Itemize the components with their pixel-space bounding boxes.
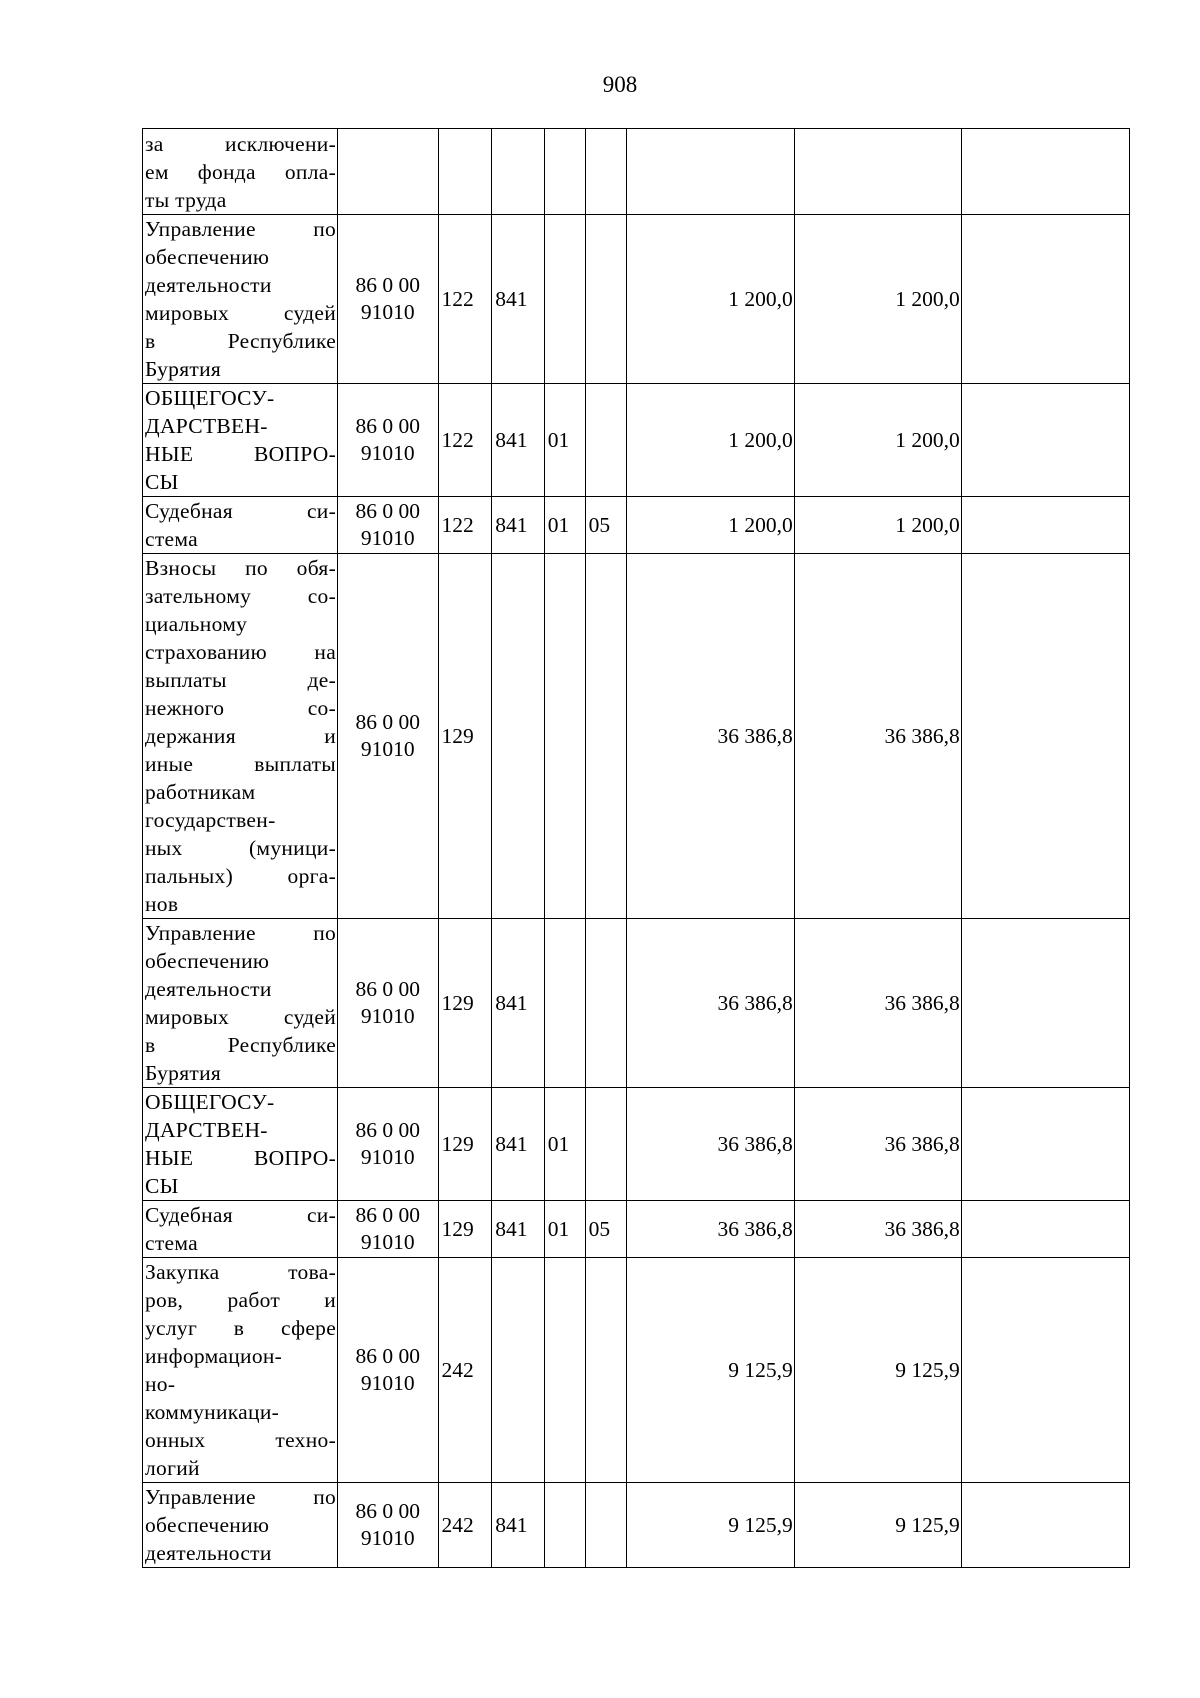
target-article-line: 91010 <box>360 441 415 465</box>
target-article-line: 86 0 00 <box>355 977 421 1001</box>
target-article-line: 91010 <box>360 1004 415 1028</box>
name-line: мировых судей <box>145 1005 337 1029</box>
table-row <box>143 215 1130 384</box>
name-line: ДАРСТВЕН- <box>145 414 268 438</box>
name-line: деятельности <box>145 1541 272 1565</box>
target-article-line: 86 0 00 <box>355 499 421 523</box>
target-article-line: 86 0 00 <box>355 1118 421 1142</box>
name-line: государствен- <box>145 808 276 832</box>
table-body <box>143 129 1130 1568</box>
target-article-line: 86 0 00 <box>355 1344 421 1368</box>
name-line: в Республике <box>145 1033 337 1057</box>
cell-amount-2: 36 386,8 <box>794 1088 961 1201</box>
cell-amount-1: 36 386,8 <box>626 1088 794 1201</box>
target-article-line: 86 0 00 <box>355 414 421 438</box>
cell-expense-type: 122 <box>438 384 492 497</box>
name-line: циальному <box>145 612 248 636</box>
name-line: держания и <box>145 724 337 748</box>
cell-amount-1: 36 386,8 <box>626 919 794 1088</box>
cell-amount-1: 9 125,9 <box>626 1483 794 1568</box>
cell-expense-type: 129 <box>438 1088 492 1201</box>
cell-amount-2: 1 200,0 <box>794 497 961 554</box>
cell-grbs: 841 <box>492 215 545 384</box>
target-article-line: 91010 <box>360 1230 415 1254</box>
name-line: стема <box>145 1231 198 1255</box>
cell-name <box>143 919 338 1088</box>
cell-subsection: 05 <box>585 1201 626 1258</box>
name-line: онных техно- <box>145 1428 337 1452</box>
name-line: ных (муници- <box>145 836 337 860</box>
cell-amount-1: 36 386,8 <box>626 1201 794 1258</box>
cell-name <box>143 215 338 384</box>
name-line: НЫЕ ВОПРО- <box>145 1146 337 1170</box>
cell-amount-2 <box>794 129 961 215</box>
cell-expense-type: 129 <box>438 919 492 1088</box>
cell-section <box>544 1483 585 1568</box>
cell-section: 01 <box>544 497 585 554</box>
cell-amount-3 <box>961 384 1129 497</box>
name-line: Управление по <box>145 921 337 945</box>
cell-amount-2: 36 386,8 <box>794 554 961 919</box>
cell-grbs: 841 <box>492 1201 545 1258</box>
name-line: ров, работ и <box>145 1288 337 1312</box>
target-article-line: 86 0 00 <box>355 1499 421 1523</box>
cell-section: 01 <box>544 384 585 497</box>
target-article-line: 91010 <box>360 1145 415 1169</box>
cell-subsection <box>585 129 626 215</box>
cell-section <box>544 1258 585 1483</box>
cell-expense-type: 242 <box>438 1483 492 1568</box>
cell-amount-3 <box>961 129 1129 215</box>
target-article-line: 91010 <box>360 1526 415 1550</box>
cell-grbs: 841 <box>492 497 545 554</box>
name-line: обеспечению <box>145 1513 270 1537</box>
table-row <box>143 919 1130 1088</box>
table-row <box>143 1258 1130 1483</box>
name-line: услуг в сфере <box>145 1316 337 1340</box>
cell-subsection <box>585 1258 626 1483</box>
cell-amount-3 <box>961 919 1129 1088</box>
name-line: нов <box>145 892 179 916</box>
name-line: Закупка това- <box>145 1260 337 1284</box>
cell-amount-3 <box>961 1088 1129 1201</box>
cell-section: 01 <box>544 1088 585 1201</box>
cell-amount-2: 9 125,9 <box>794 1258 961 1483</box>
cell-expense-type: 122 <box>438 215 492 384</box>
cell-subsection <box>585 215 626 384</box>
cell-name <box>143 1258 338 1483</box>
cell-name <box>143 1201 338 1258</box>
cell-grbs <box>492 1258 545 1483</box>
name-line: Взносы по обя- <box>145 556 337 580</box>
name-line: Судебная си- <box>145 1203 337 1227</box>
cell-name <box>143 384 338 497</box>
table-row <box>143 1088 1130 1201</box>
name-line: зательному со- <box>145 584 337 608</box>
page-number: 908 <box>602 72 638 97</box>
name-line: ем фонда опла- <box>145 159 337 184</box>
cell-amount-3 <box>961 1483 1129 1568</box>
cell-subsection <box>585 919 626 1088</box>
name-line: СЫ <box>145 470 179 494</box>
cell-target-article <box>338 1483 438 1568</box>
cell-target-article <box>338 919 438 1088</box>
name-line: за исключени- <box>145 131 337 156</box>
target-article-line: 91010 <box>360 300 415 324</box>
cell-amount-3 <box>961 215 1129 384</box>
cell-grbs: 841 <box>492 384 545 497</box>
cell-amount-2: 9 125,9 <box>794 1483 961 1568</box>
cell-section <box>544 919 585 1088</box>
name-line: Бурятия <box>145 357 222 381</box>
name-line: страхованию на <box>145 640 337 664</box>
cell-section: 01 <box>544 1201 585 1258</box>
cell-amount-1: 36 386,8 <box>626 554 794 919</box>
cell-amount-1: 1 200,0 <box>626 384 794 497</box>
name-line: работникам <box>145 780 256 804</box>
cell-expense-type: 122 <box>438 497 492 554</box>
name-line: стема <box>145 527 198 551</box>
cell-target-article <box>338 384 438 497</box>
name-line: выплаты де- <box>145 668 337 692</box>
name-line: деятельности <box>145 977 272 1001</box>
table-row <box>143 554 1130 919</box>
cell-target-article <box>338 1201 438 1258</box>
cell-target-article <box>338 554 438 919</box>
cell-subsection <box>585 1088 626 1201</box>
name-line: НЫЕ ВОПРО- <box>145 442 337 466</box>
cell-grbs: 841 <box>492 919 545 1088</box>
cell-amount-1: 1 200,0 <box>626 215 794 384</box>
name-line: обеспечению <box>145 949 270 973</box>
cell-section <box>544 554 585 919</box>
cell-name <box>143 1088 338 1201</box>
target-article-line: 86 0 00 <box>355 1203 421 1227</box>
target-article-line: 91010 <box>360 526 415 550</box>
cell-expense-type: 129 <box>438 1201 492 1258</box>
name-line: информацион- <box>145 1344 283 1368</box>
name-line: обеспечению <box>145 245 270 269</box>
cell-target-article <box>338 497 438 554</box>
cell-name <box>143 1483 338 1568</box>
target-article-line: 91010 <box>360 737 415 761</box>
cell-name <box>143 554 338 919</box>
cell-subsection <box>585 1483 626 1568</box>
name-line: но- <box>145 1372 176 1396</box>
cell-grbs <box>492 554 545 919</box>
cell-expense-type: 129 <box>438 554 492 919</box>
cell-target-article <box>338 1258 438 1483</box>
target-article-line: 91010 <box>360 1371 415 1395</box>
cell-name <box>143 129 338 215</box>
cell-target-article <box>338 1088 438 1201</box>
cell-section <box>544 215 585 384</box>
name-line: Судебная си- <box>145 499 337 523</box>
cell-amount-2: 36 386,8 <box>794 1201 961 1258</box>
cell-name <box>143 497 338 554</box>
target-article-line: 86 0 00 <box>355 273 421 297</box>
table-row <box>143 1201 1130 1258</box>
cell-amount-1: 9 125,9 <box>626 1258 794 1483</box>
name-line: коммуникаци- <box>145 1400 280 1424</box>
budget-table <box>142 128 1130 1568</box>
name-line: деятельности <box>145 273 272 297</box>
target-article-line: 86 0 00 <box>355 710 421 734</box>
cell-subsection: 05 <box>585 497 626 554</box>
name-line: в Республике <box>145 329 337 353</box>
name-line: ДАРСТВЕН- <box>145 1118 268 1142</box>
cell-amount-3 <box>961 497 1129 554</box>
table-row <box>143 1483 1130 1568</box>
table-row <box>143 129 1130 215</box>
cell-subsection <box>585 554 626 919</box>
cell-amount-3 <box>961 1201 1129 1258</box>
name-line: СЫ <box>145 1174 179 1198</box>
cell-section <box>544 129 585 215</box>
cell-expense-type <box>438 129 492 215</box>
cell-amount-1 <box>626 129 794 215</box>
cell-grbs <box>492 129 545 215</box>
name-line: ОБЩЕГОСУ- <box>145 386 275 410</box>
name-line: логий <box>145 1456 200 1480</box>
cell-amount-3 <box>961 1258 1129 1483</box>
cell-grbs: 841 <box>492 1088 545 1201</box>
table-row <box>143 384 1130 497</box>
name-line: Бурятия <box>145 1061 222 1085</box>
name-line: Управление по <box>145 217 337 241</box>
name-line: пальных) орга- <box>145 864 337 888</box>
name-line: ОБЩЕГОСУ- <box>145 1090 275 1114</box>
name-line: нежного со- <box>145 696 337 720</box>
cell-amount-3 <box>961 554 1129 919</box>
cell-target-article <box>338 215 438 384</box>
name-line: Управление по <box>145 1485 337 1509</box>
cell-amount-2: 1 200,0 <box>794 384 961 497</box>
cell-target-article <box>338 129 438 215</box>
cell-grbs: 841 <box>492 1483 545 1568</box>
table-row <box>143 497 1130 554</box>
name-line: мировых судей <box>145 301 337 325</box>
cell-subsection <box>585 384 626 497</box>
cell-expense-type: 242 <box>438 1258 492 1483</box>
cell-amount-1: 1 200,0 <box>626 497 794 554</box>
cell-amount-2: 36 386,8 <box>794 919 961 1088</box>
name-line: ты труда <box>145 187 227 212</box>
name-line: иные выплаты <box>145 752 337 776</box>
cell-amount-2: 1 200,0 <box>794 215 961 384</box>
